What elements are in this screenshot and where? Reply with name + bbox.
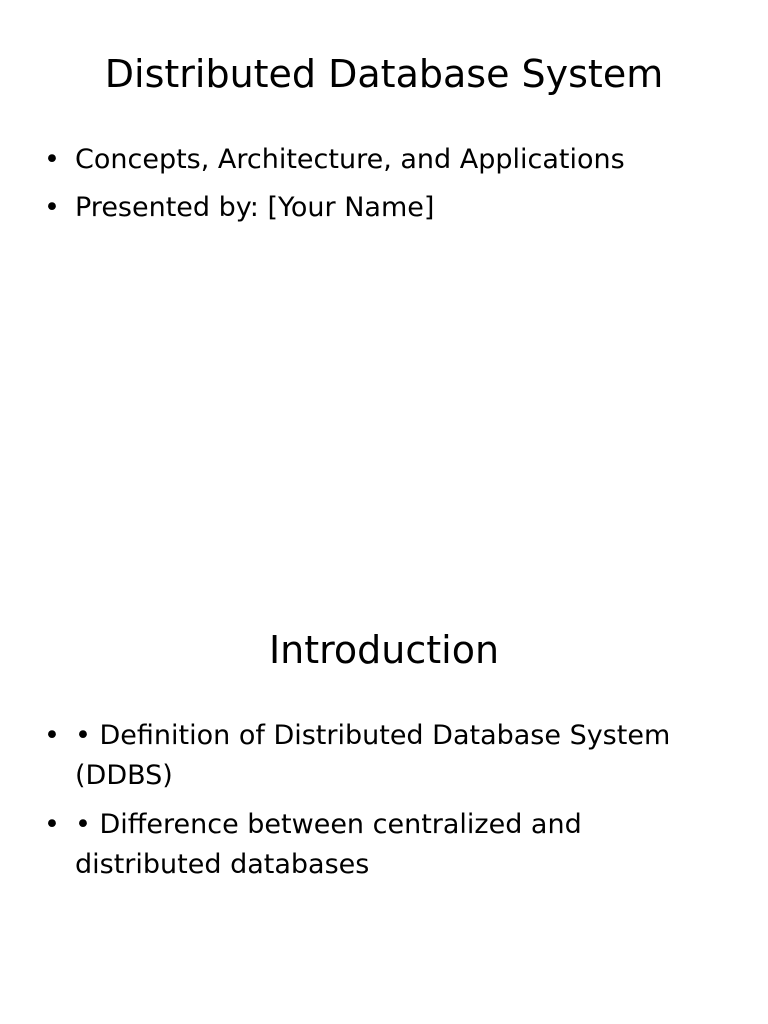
slide-introduction [0, 576, 768, 1024]
bullet-text: • Difference between centralized and distributed databases [75, 809, 582, 880]
bullet-item [44, 716, 715, 796]
bullet-text: Presented by: [Your Name] [75, 192, 435, 223]
slide-title: Distributed Database System [104, 52, 664, 96]
bullet-marker: • [44, 720, 60, 751]
bullet-text: • Definition of Distributed Database System (DDBS) [75, 720, 671, 791]
bullet-marker: • [44, 809, 60, 840]
bullet-marker: • [44, 192, 60, 223]
bullet-item [44, 140, 715, 180]
bullet-text: Concepts, Architecture, and Applications [75, 144, 625, 175]
slide-title: Introduction [268, 628, 500, 672]
bullet-item [44, 188, 715, 228]
bullet-marker: • [44, 144, 60, 175]
bullet-item [44, 805, 715, 885]
